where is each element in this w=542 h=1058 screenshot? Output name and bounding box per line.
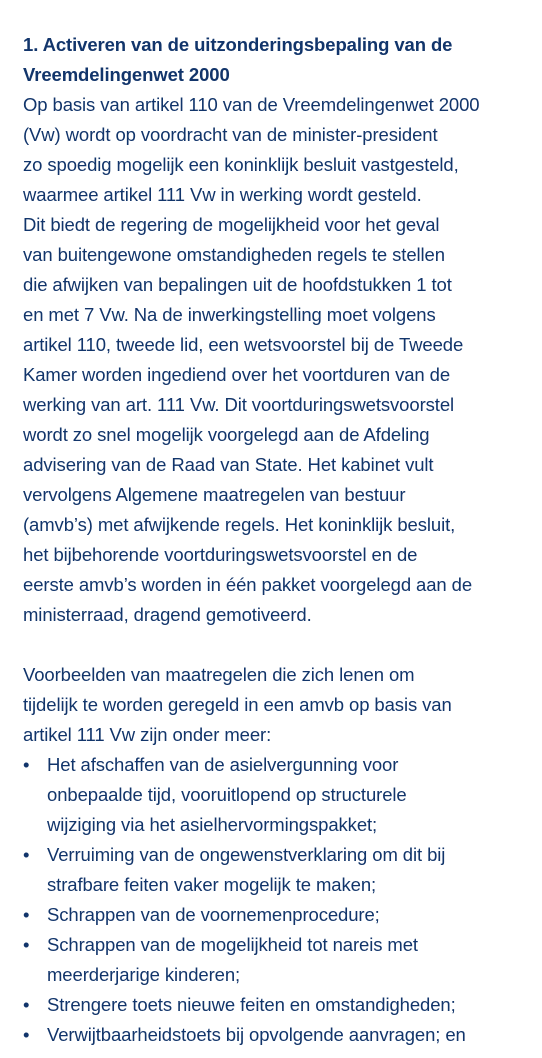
bullet-marker: • [23, 844, 30, 865]
paragraph-line: Voorbeelden van maatregelen die zich lenen om [23, 664, 415, 685]
section-heading-line: Vreemdelingenwet 2000 [23, 64, 230, 85]
bullet-text: wijziging via het asielhervormingspakket; [47, 814, 378, 835]
paragraph-line: artikel 111 Vw zijn onder meer: [23, 724, 272, 745]
paragraph-line: die afwijken van bepalingen uit de hoofdstukken 1 tot [23, 274, 452, 295]
paragraph-line: Kamer worden ingediend over het voortduren van de [23, 364, 451, 385]
paragraph-line: eerste amvb’s worden in één pakket voorgelegd aan de [23, 574, 473, 595]
bullet-marker: • [23, 754, 30, 775]
bullet-marker: • [23, 904, 30, 925]
bullet-text: Verwijtbaarheidstoets bij opvolgende aanvragen; en [47, 1024, 466, 1045]
bullet-item-line [23, 810, 533, 840]
bullet-item-line [23, 1020, 533, 1050]
bullet-item [23, 1020, 533, 1050]
paragraph-line: advisering van de Raad van State. Het kabinet vult [23, 454, 434, 475]
paragraph-line: (Vw) wordt op voordracht van de minister-president [23, 124, 438, 145]
bullet-marker: • [23, 1024, 30, 1045]
bullet-item-line [23, 840, 533, 870]
paragraph-line: (amvb’s) met afwijkende regels. Het koninklijk besluit, [23, 514, 456, 535]
paragraph-line: het bijbehorende voortduringswetsvoorstel en de [23, 544, 418, 565]
bullet-item [23, 990, 533, 1020]
bullet-list [23, 750, 533, 1050]
paragraph-line: wordt zo snel mogelijk voorgelegd aan de Afdeling [23, 424, 430, 445]
paragraph-line: ministerraad, dragend gemotiveerd. [23, 604, 312, 625]
bullet-text: Strengere toets nieuwe feiten en omstandigheden; [47, 994, 456, 1015]
bullet-text: Schrappen van de voornemenprocedure; [47, 904, 380, 925]
bullet-item [23, 840, 533, 900]
bullet-item-line [23, 780, 533, 810]
document-body [23, 30, 533, 1050]
paragraph-line: vervolgens Algemene maatregelen van bestuur [23, 484, 406, 505]
bullet-item-line [23, 900, 533, 930]
paragraph-line: en met 7 Vw. Na de inwerkingstelling moet volgens [23, 304, 436, 325]
bullet-item [23, 900, 533, 930]
paragraph-line: werking van art. 111 Vw. Dit voortduringswetsvoorstel [23, 394, 455, 415]
paragraph-line: zo spoedig mogelijk een koninklijk besluit vastgesteld, [23, 154, 459, 175]
bullet-text: strafbare feiten vaker mogelijk te maken; [47, 874, 377, 895]
bullet-item-line [23, 960, 533, 990]
paragraph-line: artikel 110, tweede lid, een wetsvoorstel bij de Tweede [23, 334, 464, 355]
bullet-text: onbepaalde tijd, vooruitlopend op structurele [47, 784, 407, 805]
bullet-marker: • [23, 934, 30, 955]
bullet-text: Het afschaffen van de asielvergunning voor [47, 754, 399, 775]
bullet-text: meerderjarige kinderen; [47, 964, 241, 985]
bullet-item-line [23, 930, 533, 960]
bullet-item [23, 930, 533, 990]
paragraph-spacer [23, 630, 533, 660]
bullet-text: Schrappen van de mogelijkheid tot nareis met [47, 934, 418, 955]
bullet-item-line [23, 750, 533, 780]
paragraph-line: tijdelijk te worden geregeld in een amvb op basis van [23, 694, 452, 715]
section-heading-line: 1. Activeren van de uitzonderingsbepaling van de [23, 34, 453, 55]
bullet-item [23, 750, 533, 840]
bullet-item-line [23, 990, 533, 1020]
bullet-marker: • [23, 994, 30, 1015]
section-heading [23, 30, 533, 90]
paragraph-line: Dit biedt de regering de mogelijkheid voor het geval [23, 214, 440, 235]
paragraph-examples [23, 660, 533, 750]
bullet-text: Verruiming van de ongewenstverklaring om dit bij [47, 844, 446, 865]
paragraph-line: Op basis van artikel 110 van de Vreemdelingenwet 2000 [23, 94, 480, 115]
paragraph-line: waarmee artikel 111 Vw in werking wordt gesteld. [23, 184, 422, 205]
paragraph-line: van buitengewone omstandigheden regels te stellen [23, 244, 445, 265]
paragraph-intro [23, 90, 533, 630]
bullet-item-line [23, 870, 533, 900]
